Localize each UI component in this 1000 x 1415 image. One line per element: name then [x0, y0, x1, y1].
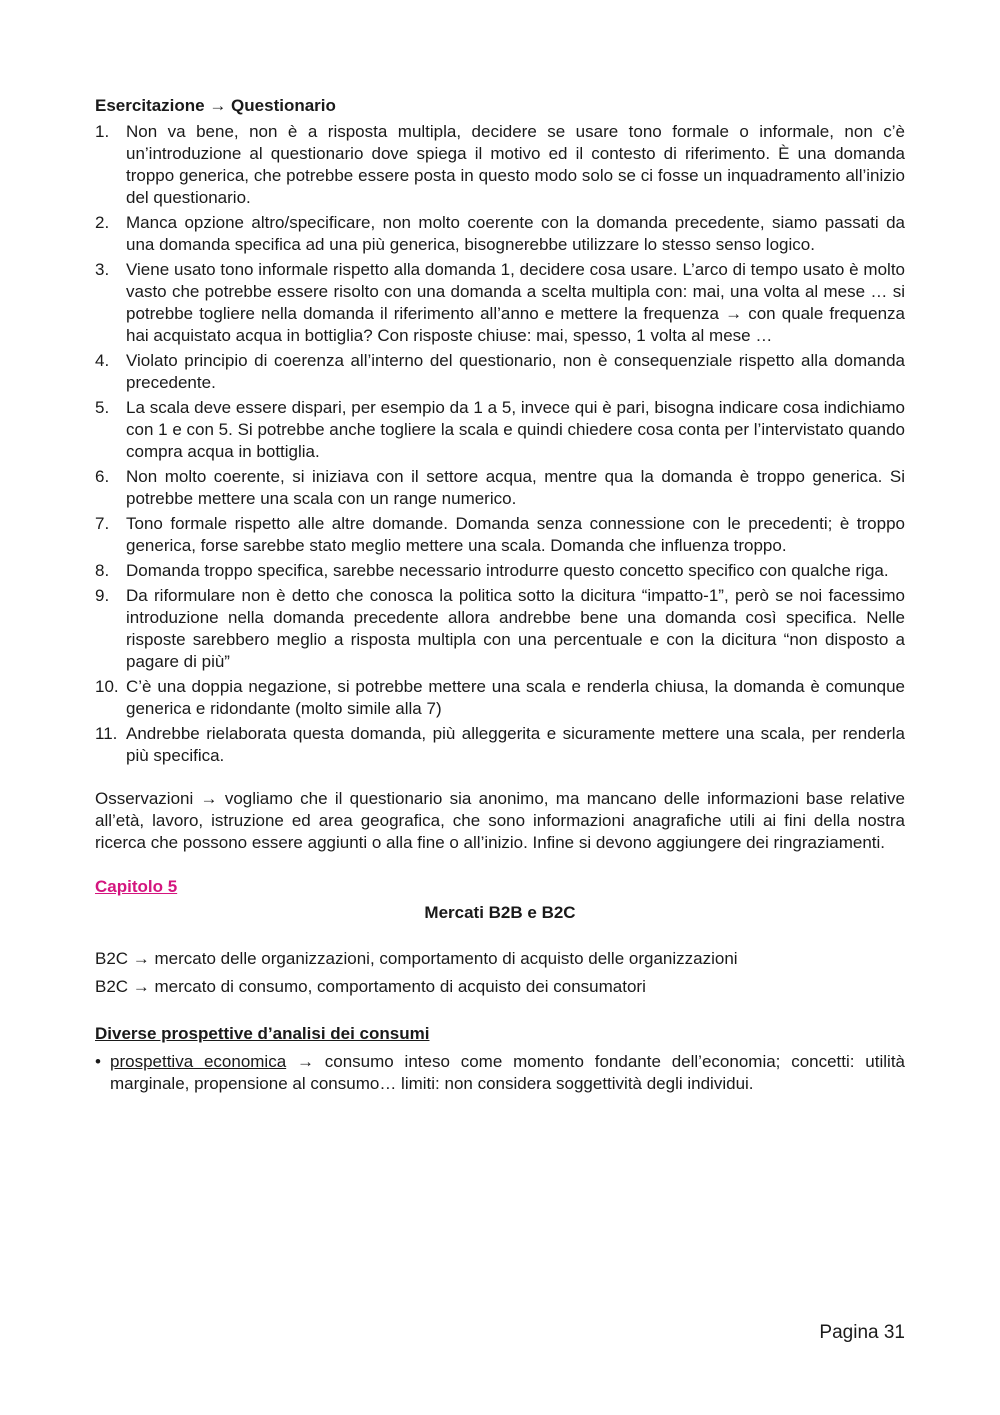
item-number: 11. — [95, 724, 118, 743]
definitions — [95, 948, 905, 998]
definition-line: B2C → mercato delle organizzazioni, comportamento di acquisto delle organizzazioni — [95, 949, 738, 968]
list-item — [95, 212, 905, 256]
list-item — [95, 723, 905, 767]
list-item — [95, 350, 905, 394]
list-item — [95, 259, 905, 347]
item-number: 10. — [95, 677, 119, 696]
exercise-heading: Esercitazione → Questionario — [95, 96, 336, 115]
item-text: C’è una doppia negazione, si potrebbe mettere una scala e renderla chiusa, la domanda è comunque generica e ridondante (molto simile alla 7) — [126, 677, 905, 718]
item-number: 7. — [95, 514, 110, 533]
bullet-term: prospettiva economica — [110, 1052, 287, 1071]
item-number: 8. — [95, 561, 110, 580]
item-number: 4. — [95, 351, 110, 370]
sub-heading: Diverse prospettive d’analisi dei consumi — [95, 1024, 430, 1043]
bullet-item — [95, 1051, 905, 1095]
item-number: 2. — [95, 213, 110, 232]
section-title: Mercati B2B e B2C — [424, 903, 576, 922]
bullet-list — [95, 1051, 905, 1095]
item-text: Manca opzione altro/specificare, non molto coerente con la domanda precedente, siamo passati da una domanda specifica ad una più generica, bisognerebbe utilizzare lo stesso senso logico. — [126, 213, 905, 254]
item-number: 6. — [95, 467, 110, 486]
item-number: 1. — [95, 122, 110, 141]
item-text: Violato principio di coerenza all’interno del questionario, non è consequenziale rispetto alla domanda precedente. — [126, 351, 905, 392]
item-text: Tono formale rispetto alle altre domande. Domanda senza connessione con le precedenti; è troppo generica, forse sarebbe stato meglio mettere una scala. Domanda che influenza troppo. — [126, 514, 905, 555]
list-item — [95, 397, 905, 463]
item-number: 9. — [95, 586, 110, 605]
bullet-text: → consumo inteso come momento fondante dell’economia; concetti: utilità marginale, propensione al consumo… limiti: non considera soggettività degli individui. — [110, 1052, 905, 1093]
list-item — [95, 676, 905, 720]
chapter-link[interactable]: Capitolo 5 — [95, 877, 178, 896]
item-text: La scala deve essere dispari, per esempio da 1 a 5, invece qui è pari, bisogna indicare cosa indichiamo con 1 e con 5. Si potrebbe anche togliere la scala e quindi chiedere cosa conta per l’intervistato quando compra acqua in bottiglia. — [126, 398, 905, 461]
list-item — [95, 585, 905, 673]
item-text: Domanda troppo specifica, sarebbe necessario introdurre questo concetto specifico con qualche riga. — [126, 561, 889, 580]
page-number: Pagina 31 — [819, 1322, 905, 1343]
list-item — [95, 466, 905, 510]
item-number: 3. — [95, 260, 110, 279]
definition-line: B2C → mercato di consumo, comportamento di acquisto dei consumatori — [95, 977, 646, 996]
item-text: Andrebbe rielaborata questa domanda, più alleggerita e sicuramente mettere una scala, per renderla più specifica. — [126, 724, 905, 765]
list-item — [95, 560, 905, 582]
bullet-icon: • — [95, 1052, 101, 1071]
item-text: Non va bene, non è a risposta multipla, decidere se usare tono formale o informale, non c’è un’introduzione al questionario dove spiega il motivo ed il contesto di riferimento. È una domanda troppo generica, che potrebbe essere posta in questo modo solo se ci fosse un inquadramento all’inizio del questionario. — [126, 122, 905, 207]
item-number: 5. — [95, 398, 110, 417]
page-content — [95, 95, 905, 1095]
list-item — [95, 513, 905, 557]
item-text: Viene usato tono informale rispetto alla domanda 1, decidere cosa usare. L’arco di tempo usato è molto vasto che potrebbe essere risolto con una domanda a scelta multipla con: mai, una volta al mese … si potrebbe togliere nella domanda il riferimento all’anno e mettere la frequenza → con quale frequenza hai acquistato acqua in bottiglia? Con risposte chiuse: mai, spesso, 1 volta al mese … — [126, 260, 905, 345]
answers-list — [95, 121, 905, 767]
item-text: Non molto coerente, si iniziava con il settore acqua, mentre qua la domanda è troppo generica. Si potrebbe mettere una scala con un range numerico. — [126, 467, 905, 508]
list-item — [95, 121, 905, 209]
observations-paragraph: Osservazioni → vogliamo che il questionario sia anonimo, ma mancano delle informazioni base relative all’età, lavoro, istruzione ed area geografica, che sono informazioni anagrafiche utili ai fini della nostra ricerca che possono essere aggiunti o alla fine o all’inizio. Infine si devono aggiungere dei ringraziamenti. — [95, 789, 905, 852]
item-text: Da riformulare non è detto che conosca la politica sotto la dicitura “impatto-1”, però se noi facessimo introduzione nella domanda precedente allora andrebbe bene una domanda così specifica. Nelle risposte sarebbero meglio a risposta multipla con una percentuale e con la dicitura “non disposto a pagare di più” — [126, 586, 905, 671]
